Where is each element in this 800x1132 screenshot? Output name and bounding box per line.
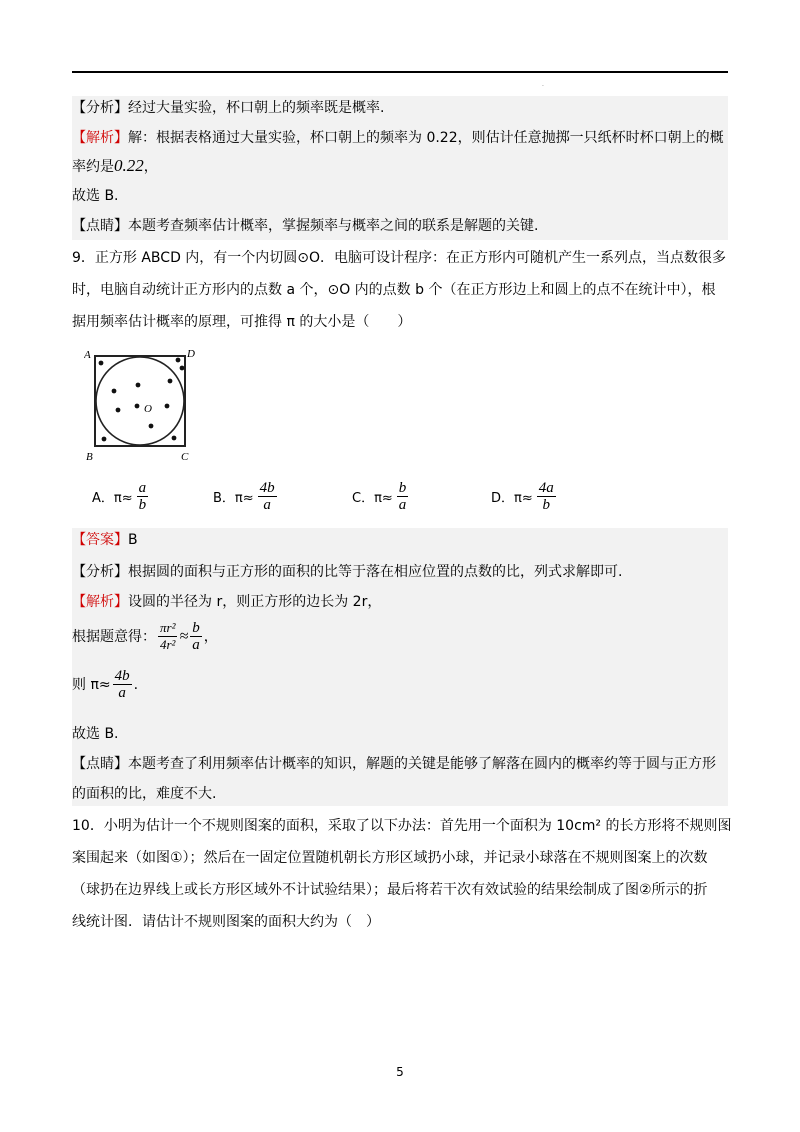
step-text: 则 π≈	[72, 676, 111, 693]
vertex-label-d: D	[187, 348, 195, 360]
q8-analysis-line	[72, 98, 384, 118]
comment-text: 本题考查了利用频率估计概率的知识，解题的关键是能够了解落在圆内的概率约等于圆与正方形	[128, 756, 716, 772]
q9-step1	[72, 620, 218, 653]
q9-line3: 据用频率估计概率的原理，可推得 π 的大小是（ ）	[72, 314, 412, 330]
comment-tag: 【点睛】	[72, 756, 128, 772]
q9-step2	[72, 668, 138, 701]
numerator: πr²	[160, 620, 176, 635]
numerator: 4b	[114, 668, 130, 684]
q9-analysis-line	[72, 562, 622, 582]
step-text: 根据题意得：	[72, 628, 156, 645]
analysis-text: 经过大量实验，杯口朝上的频率既是概率.	[128, 100, 385, 116]
count-ratio-fraction	[190, 620, 202, 653]
solution-text: 解：根据表格通过大量实验，杯口朝上的频率为 0.22，则估计任意抛掷一只纸杯时杯口朝上的概	[128, 130, 724, 146]
q8-solution-block	[72, 96, 728, 240]
option-label: B．π≈	[213, 491, 254, 506]
center-label-o: O	[144, 403, 152, 415]
q9-option-b	[213, 480, 277, 513]
numerator: b	[192, 620, 200, 636]
q10-line4: 线统计图．请估计不规则图案的面积大约为（ ）	[72, 914, 380, 930]
denominator: a	[192, 637, 200, 653]
page-number: 5	[396, 1065, 404, 1079]
denominator: b	[542, 497, 550, 513]
denominator: 4r²	[160, 637, 176, 652]
option-label: A．π≈	[92, 491, 133, 506]
numerator: 4b	[259, 480, 275, 496]
vertex-label-b: B	[86, 451, 93, 463]
q9-square-circle-figure	[84, 346, 200, 464]
option-fraction	[258, 480, 277, 513]
analysis-text: 根据圆的面积与正方形的面积的比等于落在相应位置的点数的比，列式求解即可.	[128, 564, 623, 580]
solution-text: 设圆的半径为 r，则正方形的边长为 2r，	[128, 594, 382, 610]
q9-solution-block	[72, 528, 728, 806]
punctuation: ，	[143, 159, 158, 175]
approx-sign: ≈	[179, 627, 189, 645]
numerator: 4a	[538, 480, 554, 496]
probability-value: 0.22	[114, 156, 144, 175]
q9-answer-line	[72, 530, 138, 550]
q9-question	[72, 248, 728, 348]
q10-question	[72, 816, 732, 946]
option-label: D．π≈	[491, 491, 533, 506]
header-mark: .	[542, 81, 544, 88]
q9-option-a	[92, 480, 148, 513]
answer-value: B	[128, 532, 138, 548]
option-fraction	[397, 480, 409, 513]
solution-tag: 【解析】	[72, 130, 128, 146]
q8-solution-line1	[72, 128, 724, 148]
q9-option-d	[491, 480, 556, 513]
punctuation: ，	[203, 628, 218, 645]
q8-choose-line: 故选 B.	[72, 188, 119, 204]
comment-text: 本题考查频率估计概率，掌握频率与概率之间的联系是解题的关键.	[128, 218, 539, 234]
q9-choose-line: 故选 B.	[72, 726, 119, 742]
punctuation: .	[133, 676, 139, 693]
q8-solution-line2	[72, 156, 158, 177]
solution-tag: 【解析】	[72, 594, 128, 610]
solution-text: 率约是	[72, 159, 114, 175]
area-ratio-fraction	[158, 620, 177, 653]
analysis-tag: 【分析】	[72, 100, 128, 116]
q9-line2: 时，电脑自动统计正方形内的点数 a 个，⊙O 内的点数 b 个（在正方形边上和圆上的点不在统计中），根	[72, 282, 716, 298]
vertex-label-c: C	[181, 451, 189, 463]
vertex-label-a: A	[84, 349, 91, 361]
numerator: b	[398, 480, 407, 496]
denominator: a	[398, 497, 407, 513]
denominator: b	[138, 497, 147, 513]
q10-line3: （球扔在边界线上或长方形区域外不计试验结果）；最后将若干次有效试验的结果绘制成了图②所示的折	[72, 882, 708, 898]
analysis-tag: 【分析】	[72, 564, 128, 580]
option-label: C．π≈	[352, 491, 393, 506]
q9-comment-line1	[72, 754, 716, 774]
header-rule	[72, 71, 728, 73]
pi-estimate-fraction	[113, 668, 132, 701]
denominator: a	[263, 497, 271, 513]
q9-solution-line	[72, 592, 381, 612]
denominator: a	[118, 685, 126, 701]
option-fraction	[537, 480, 556, 513]
q8-comment-line	[72, 216, 538, 236]
numerator: a	[138, 480, 147, 496]
q9-comment-line2: 的面积的比，难度不大.	[72, 786, 217, 802]
q9-line1: 9．正方形 ABCD 内，有一个内切圆⊙O．电脑可设计程序：在正方形内可随机产生一系列点，当点数很多	[72, 250, 727, 266]
q9-option-c	[352, 480, 408, 513]
answer-tag: 【答案】	[72, 532, 128, 548]
comment-tag: 【点睛】	[72, 218, 128, 234]
q10-line2: 案围起来（如图①）；然后在一固定位置随机朝长方形区域扔小球，并记录小球落在不规则图案上的次数	[72, 850, 708, 866]
q10-line1: 10．小明为估计一个不规则图案的面积，采取了以下办法：首先用一个面积为 10cm² 的长方形将不规则图	[72, 818, 732, 834]
option-fraction	[137, 480, 149, 513]
